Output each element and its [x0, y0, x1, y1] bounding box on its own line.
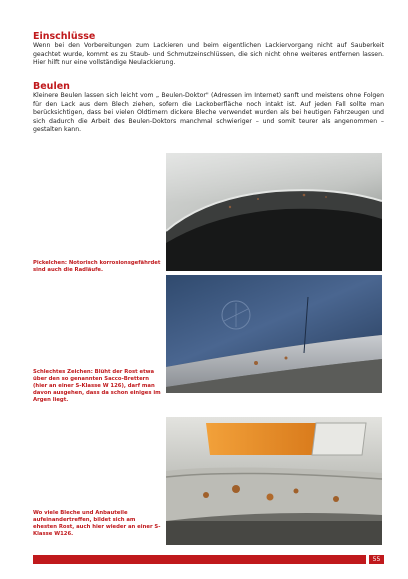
- photo-rusty-bumper: [166, 417, 382, 545]
- photo-rusty-bumper-image: [166, 417, 382, 545]
- footer-bar: [33, 555, 366, 564]
- photo-wheel-arch-image: [166, 153, 382, 271]
- caption-rusty-bumper: Wo viele Bleche und Anbauteile aufeinandertreffen, bildet sich am ehesten Rost, auch hier wieder an einer S-Klasse W126.: [33, 510, 161, 537]
- paragraph-einschluesse: Wenn bei den Vorbereitungen zum Lackieren und beim eigentlichen Lackiervorgang nicht auf Sauberkeit geachtet wurde, kommt es zu Staub- und Schmutzeinschlüssen, die sich nicht ohne weiteres entfernen lassen. Hier hilft nur eine vollständige Neulackierung.: [33, 42, 384, 67]
- photo-wheel-arch: [166, 153, 382, 271]
- page-number: 55: [369, 555, 384, 564]
- paragraph-beulen: Kleinere Beulen lassen sich leicht vom „ Beulen-Doktor" (Adressen im Internet) sanft und meistens ohne Folgen für den Lack aus dem Blech ziehen, sofern die Lackoberfläche noch intakt ist. Auf jeden Fall sollte man berücksichtigen, dass bei vielen Oldtimern dickere Bleche verwendet wurden als bei heutigen Fahrzeugen und sich dadurch die Arbeit des Beulen-Doktors manchmal schwieriger – und somit teurer als angenommen – gestalten kann.: [33, 92, 384, 134]
- caption-wheel-arch: Pickelchen: Notorisch korrosionsgefährdet sind auch die Radläufe.: [33, 260, 161, 273]
- caption-sacco-board: Schlechtes Zeichen: Blüht der Rost etwa über den so genannten Sacco-Brettern (hier an einer S-Klasse W 126), darf man davon ausgehen, dass da schon einiges im Argen liegt.: [33, 369, 161, 403]
- photo-sacco-board-image: [166, 275, 382, 393]
- heading-einschluesse: Einschlüsse: [33, 31, 96, 42]
- photo-sacco-board: [166, 275, 382, 393]
- heading-beulen: Beulen: [33, 81, 70, 92]
